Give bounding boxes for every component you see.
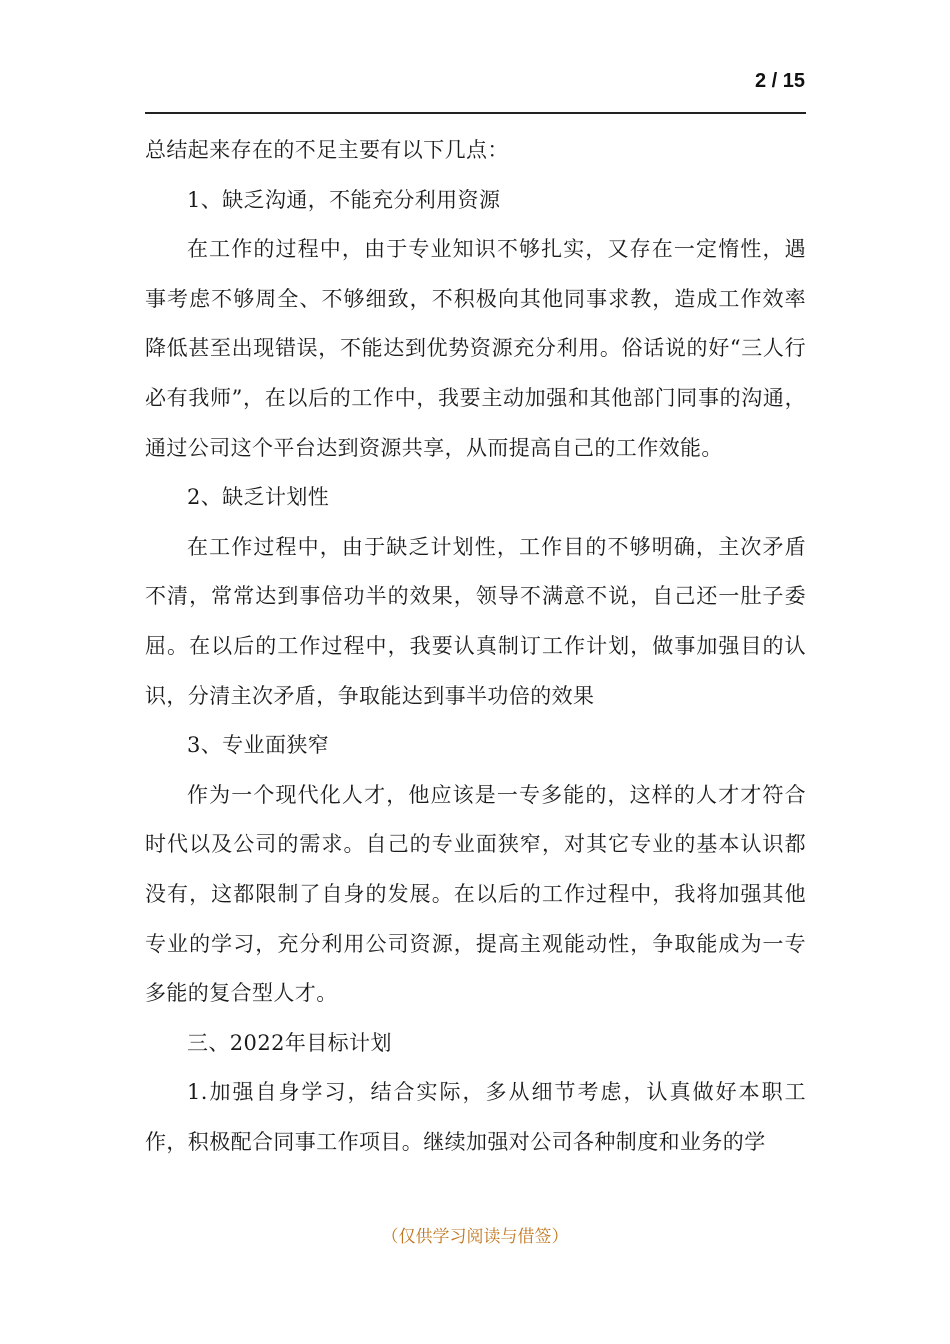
document-body xyxy=(145,126,806,1167)
header-divider xyxy=(145,112,806,114)
heading-point-1: 1、缺乏沟通，不能充分利用资源 xyxy=(187,187,501,212)
paragraph-point-3: 作为一个现代化人才，他应该是一专多能的，这样的人才才符合时代以及公司的需求。自己的专业面狭窄，对其它专业的基本认识都没有，这都限制了自身的发展。在以后的工作过程中，我将加强其他专业的学习，充分利用公司资源，提高主观能动性，争取能成为一专多能的复合型人才。 xyxy=(145,782,806,1006)
paragraph-intro: 总结起来存在的不足主要有以下几点： xyxy=(145,138,509,162)
paragraph-point-2: 在工作过程中，由于缺乏计划性，工作目的不够明确，主次矛盾不清，常常达到事倍功半的效果，领导不满意不说，自己还一肚子委屈。在以后的工作过程中，我要认真制订工作计划，做事加强目的认识，分清主次矛盾，争取能达到事半功倍的效果 xyxy=(145,534,806,708)
section-heading-2022-plan: 三、2022年目标计划 xyxy=(187,1030,392,1055)
heading-point-2: 2、缺乏计划性 xyxy=(187,485,330,510)
heading-point-3: 3、专业面狭窄 xyxy=(187,733,330,758)
page-number: 2 / 15 xyxy=(754,70,805,92)
paragraph-point-1: 在工作的过程中，由于专业知识不够扎实，又存在一定惰性，遇事考虑不够周全、不够细致，不积极向其他同事求教，造成工作效率降低甚至出现错误，不能达到优势资源充分利用。俗话说的好“三人行必有我师”，在以后的工作中，我要主动加强和其他部门同事的沟通，通过公司这个平台达到资源共享，从而提高自己的工作效能。 xyxy=(145,237,806,460)
paragraph-plan-item-1: 1.加强自身学习，结合实际，多从细节考虑，认真做好本职工作，积极配合同事工作项目。继续加强对公司各种制度和业务的学 xyxy=(145,1080,806,1154)
footer-note: （仅供学习阅读与借签） xyxy=(381,1227,569,1247)
